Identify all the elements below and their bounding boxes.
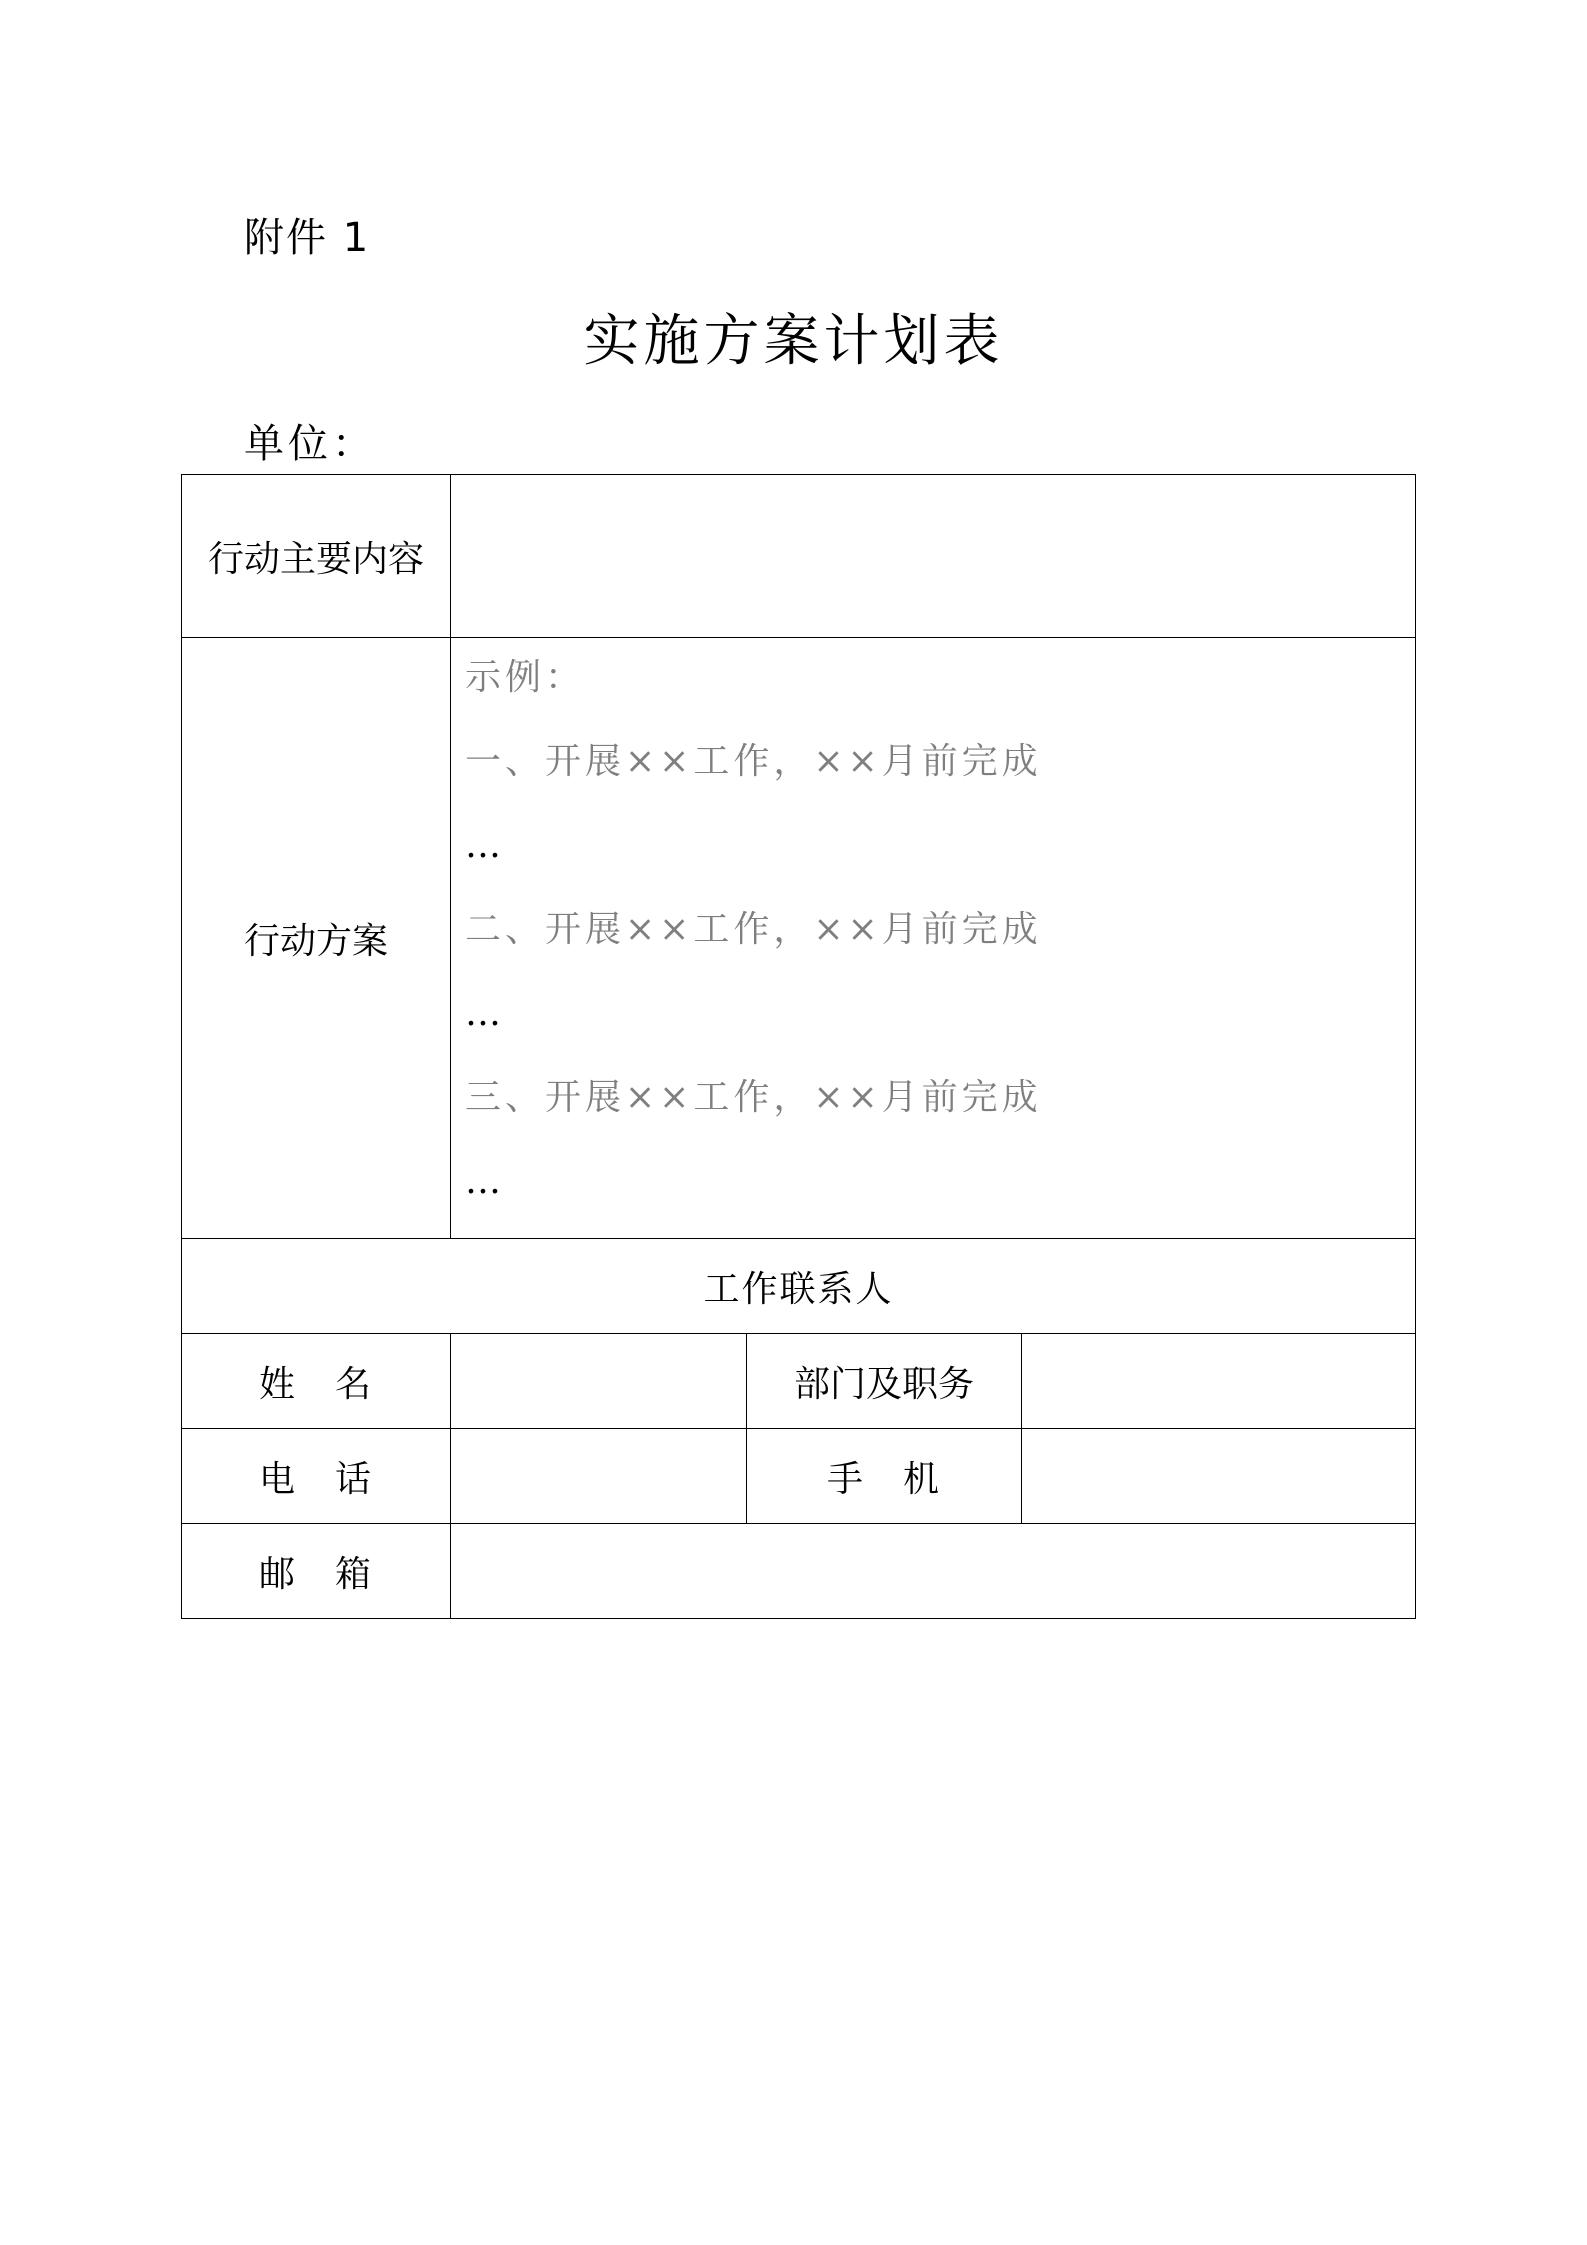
dept-value[interactable] xyxy=(1022,1334,1416,1429)
plan-ellipsis-2: … xyxy=(465,993,505,1034)
email-row xyxy=(182,1524,1416,1619)
contact-header-row xyxy=(182,1239,1416,1334)
plan-example-heading: 示例： xyxy=(465,657,586,698)
action-plan-label: 行动方案 xyxy=(182,638,451,1239)
email-value[interactable] xyxy=(451,1524,1416,1619)
unit-label: 单位： xyxy=(244,421,376,467)
main-content-label: 行动主要内容 xyxy=(182,475,451,638)
contact-header: 工作联系人 xyxy=(182,1239,1416,1334)
plan-ellipsis-3: … xyxy=(465,1161,505,1202)
phone-row xyxy=(182,1429,1416,1524)
phone-label: 电 话 xyxy=(182,1429,451,1524)
phone-value[interactable] xyxy=(451,1429,747,1524)
plan-table xyxy=(181,474,1416,1619)
plan-ellipsis-1: … xyxy=(465,825,505,866)
page-title: 实施方案计划表 xyxy=(583,309,1004,374)
attachment-label: 附件 1 xyxy=(244,215,371,261)
plan-item-2: 二、开展××工作，××月前完成 xyxy=(465,909,1042,950)
mobile-value[interactable] xyxy=(1022,1429,1416,1524)
main-content-value[interactable] xyxy=(451,475,1416,638)
action-plan-row xyxy=(182,638,1416,1239)
email-label: 邮 箱 xyxy=(182,1524,451,1619)
plan-item-1: 一、开展××工作，××月前完成 xyxy=(465,741,1042,782)
name-value[interactable] xyxy=(451,1334,747,1429)
dept-label: 部门及职务 xyxy=(747,1334,1022,1429)
plan-item-3: 三、开展××工作，××月前完成 xyxy=(465,1077,1042,1118)
mobile-label: 手 机 xyxy=(747,1429,1022,1524)
name-row xyxy=(182,1334,1416,1429)
action-plan-content[interactable] xyxy=(451,638,1416,1239)
name-label: 姓 名 xyxy=(182,1334,451,1429)
main-content-row xyxy=(182,475,1416,638)
